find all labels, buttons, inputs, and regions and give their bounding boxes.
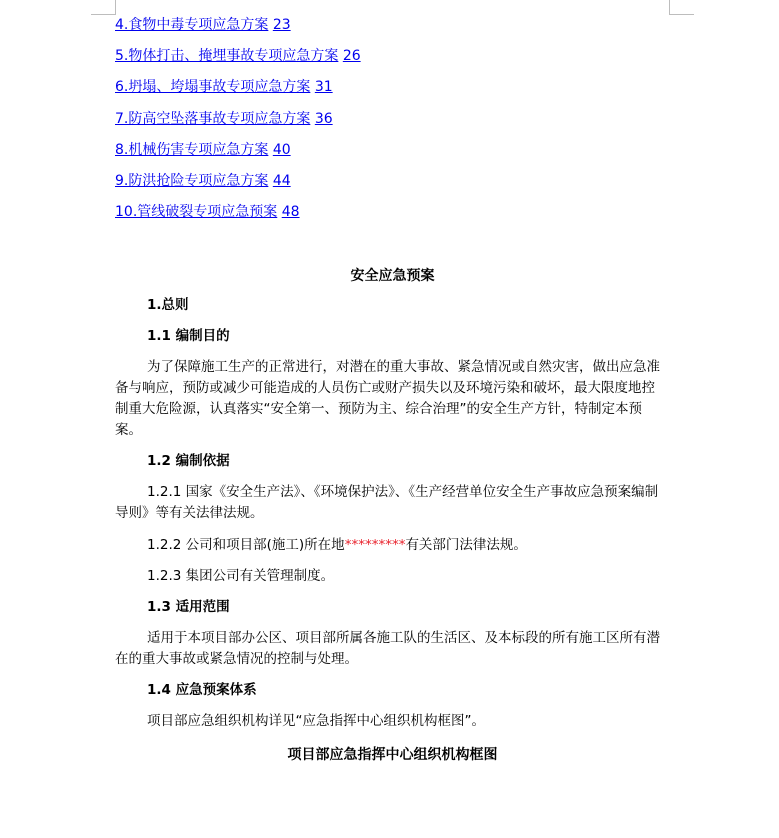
toc-entry-page[interactable]: 36 — [314, 110, 333, 127]
page-corner-mark-left — [91, 0, 116, 15]
toc-entry[interactable] — [115, 15, 670, 46]
toc-entry-page[interactable]: 31 — [314, 79, 333, 96]
paragraph-basis-national: 1.2.1 国家《安全生产法》、《环境保护法》、《生产经营单位安全生产事故应急预案编制导则》等有关法律法规。 — [115, 484, 659, 521]
toc-entry-label[interactable]: 4.食物中毒专项应急方案 — [115, 17, 269, 33]
section-heading-scope: 1.3 适用范围 — [147, 599, 230, 615]
figure-title: 项目部应急指挥中心组织机构框图 — [287, 747, 498, 763]
paragraph-basis-local — [115, 535, 665, 556]
paragraph-purpose: 为了保障施工生产的正常进行，对潜在的重大事故、紧急情况或自然灾害，做出应急准备与响应，预防或减少可能造成的人员伤亡或财产损失以及环境污染和破坏，最大限度地控制重大危险源，认真落实“安全第一、预防为主、综合治理”的安全生产方针，特制定本预案。 — [115, 359, 660, 438]
paragraph-scope: 适用于本项目部办公区、项目部所属各施工队的生活区、及本标段的所有施工区所有潜在的重大事故或紧急情况的控制与处理。 — [115, 630, 660, 667]
toc-entry[interactable] — [115, 109, 670, 140]
paragraph-system: 项目部应急组织机构详见“应急指挥中心组织机构框图”。 — [147, 713, 485, 729]
toc-entry-page[interactable]: 26 — [342, 48, 361, 65]
basis-local-text-end: 有关部门法律法规。 — [405, 537, 527, 553]
toc-entry-page[interactable]: 23 — [272, 17, 291, 33]
toc-entry-label[interactable]: 6.坍塌、垮塌事故专项应急方案 — [115, 79, 311, 96]
document-title: 安全应急预案 — [350, 268, 435, 284]
toc-entry-label[interactable]: 8.机械伤害专项应急方案 — [115, 141, 269, 158]
toc-entry[interactable] — [115, 171, 670, 202]
toc-entry-label[interactable]: 5.物体打击、掩埋事故专项应急方案 — [115, 48, 339, 65]
section-heading-basis: 1.2 编制依据 — [147, 453, 230, 469]
table-of-contents — [115, 15, 670, 233]
paragraph-basis-group: 1.2.3 集团公司有关管理制度。 — [147, 568, 335, 584]
toc-entry-page[interactable]: 48 — [281, 204, 300, 221]
toc-entry-page[interactable]: 40 — [272, 141, 291, 158]
section-heading-system: 1.4 应急预案体系 — [147, 682, 257, 698]
basis-local-text-start: 1.2.2 公司和项目部(施工)所在地 — [147, 537, 345, 553]
masked-location: ********* — [344, 537, 406, 553]
toc-entry-label[interactable]: 7.防高空坠落事故专项应急方案 — [115, 110, 311, 127]
toc-entry[interactable] — [115, 46, 670, 77]
page-corner-mark-right — [669, 0, 694, 15]
toc-entry-label[interactable]: 9.防洪抢险专项应急方案 — [115, 172, 269, 189]
toc-entry[interactable] — [115, 140, 670, 171]
toc-entry-page[interactable]: 44 — [272, 172, 291, 189]
toc-entry[interactable] — [115, 202, 670, 233]
section-heading-purpose: 1.1 编制目的 — [147, 328, 230, 344]
section-heading-general: 1.总则 — [147, 297, 189, 313]
toc-entry[interactable] — [115, 77, 670, 108]
toc-entry-label[interactable]: 10.管线破裂专项应急预案 — [115, 204, 278, 221]
